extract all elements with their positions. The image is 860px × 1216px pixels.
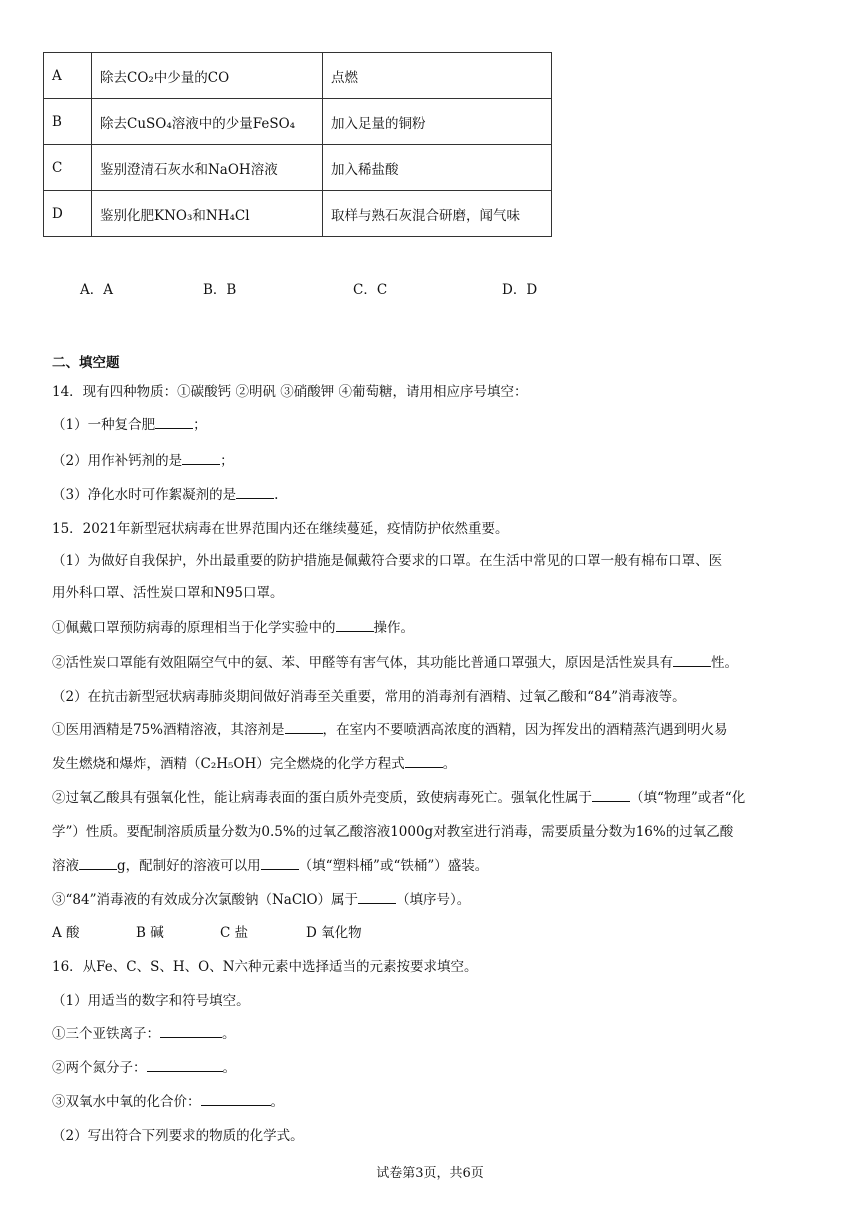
question-line: （3）净化水时可作絮凝剂的是 . [52,487,279,503]
answer-blank[interactable] [236,485,274,499]
page-footer: 试卷第3页，共6页 [376,1166,484,1181]
choice-b[interactable]: B．B [203,282,237,298]
answer-blank[interactable] [673,653,711,667]
table-cell: A [44,53,92,99]
question-line: ①三个亚铁离子： 。 [52,1026,236,1042]
answer-blank[interactable] [79,856,117,870]
answer-blank[interactable] [261,856,299,870]
choice-c[interactable]: C．C [353,282,388,298]
table-row [44,53,552,99]
table-cell: 取样与熟石灰混合研磨，闻气味 [323,191,552,237]
question-line: ②过氧乙酸具有强氧化性，能让病毒表面的蛋白质外壳变质，致使病毒死亡。强氧化性属于 （填“物理”或者“化 [52,790,746,806]
question-line: 学”）性质。要配制溶质质量分数为0.5%的过氧乙酸溶液1000g对教室进行消毒，需要质量分数为16%的过氧乙酸 [52,824,734,840]
option-b: B 碱 [136,925,164,941]
table-cell: D [44,191,92,237]
answer-blank[interactable] [155,415,193,429]
answer-blank[interactable] [160,1024,222,1038]
question-16: 16．从Fe、C、S、H、O、N六种元素中选择适当的元素按要求填空。 [52,959,478,975]
answer-blank[interactable] [147,1058,223,1072]
answer-blank[interactable] [201,1092,271,1106]
table-row [44,145,552,191]
question-line: （1）用适当的数字和符号填空。 [52,993,250,1009]
option-c: C 盐 [220,925,249,941]
answer-blank[interactable] [285,720,323,734]
table-cell: 除去CO₂中少量的CO [92,53,323,99]
choice-d[interactable]: D．D [502,282,538,298]
question-line: （2）用作补钙剂的是 ； [52,453,234,469]
question-line: （1）一种复合肥 ； [52,417,207,433]
table-cell: B [44,99,92,145]
options-table [43,52,552,237]
table-row [44,191,552,237]
table-cell: C [44,145,92,191]
question-line: ③双氧水中氧的化合价： 。 [52,1094,284,1110]
question-line: ②两个氮分子： 。 [52,1060,236,1076]
table-cell: 鉴别化肥KNO₃和NH₄Cl [92,191,323,237]
answer-blank[interactable] [405,754,443,768]
question-line: ①医用酒精是75%酒精溶液，其溶剂是 ，在室内不要喷洒高浓度的酒精，因为挥发出的酒精蒸汽遇到明火易 [52,722,728,738]
choice-a[interactable]: A．A [80,282,113,298]
question-14: 14．现有四种物质：①碳酸钙 ②明矾 ③硝酸钾 ④葡萄糖，请用相应序号填空： [52,384,528,400]
question-line: 溶液 g，配制好的溶液可以用 （填“塑料桶”或“铁桶”）盛装。 [52,858,489,874]
question-line: ③“84”消毒液的有效成分次氯酸钠（NaClO）属于 （填序号）。 [52,892,471,908]
answer-blank[interactable] [358,890,396,904]
question-line: 用外科口罩、活性炭口罩和N95口罩。 [52,585,284,601]
option-a: A 酸 [52,925,80,941]
table-row [44,99,552,145]
question-15: 15．2021年新型冠状病毒在世界范围内还在继续蔓延，疫情防护依然重要。 [52,521,509,537]
section-title: 二、填空题 [52,355,120,371]
table-cell: 除去CuSO₄溶液中的少量FeSO₄ [92,99,323,145]
answer-blank[interactable] [182,451,220,465]
question-line: ①佩戴口罩预防病毒的原理相当于化学实验中的 操作。 [52,620,414,636]
question-line: （1）为做好自我保护，外出最重要的防护措施是佩戴符合要求的口罩。在生活中常见的口罩一般有棉布口罩、医 [52,553,723,569]
answer-blank[interactable] [592,788,630,802]
question-line: ②活性炭口罩能有效阻隔空气中的氨、苯、甲醛等有害气体，其功能比普通口罩强大，原因是活性炭具有 性。 [52,655,738,671]
table-cell: 鉴别澄清石灰水和NaOH溶液 [92,145,323,191]
table-cell: 点燃 [323,53,552,99]
question-line: 发生燃烧和爆炸，酒精（C₂H₅OH）完全燃烧的化学方程式 。 [52,756,457,772]
question-line: （2）在抗击新型冠状病毒肺炎期间做好消毒至关重要，常用的消毒剂有酒精、过氧乙酸和“84”消毒液等。 [52,689,686,705]
question-line: （2）写出符合下列要求的物质的化学式。 [52,1128,304,1144]
table-cell: 加入稀盐酸 [323,145,552,191]
option-d: D 氧化物 [306,925,362,941]
table-cell: 加入足量的铜粉 [323,99,552,145]
answer-blank[interactable] [336,618,374,632]
